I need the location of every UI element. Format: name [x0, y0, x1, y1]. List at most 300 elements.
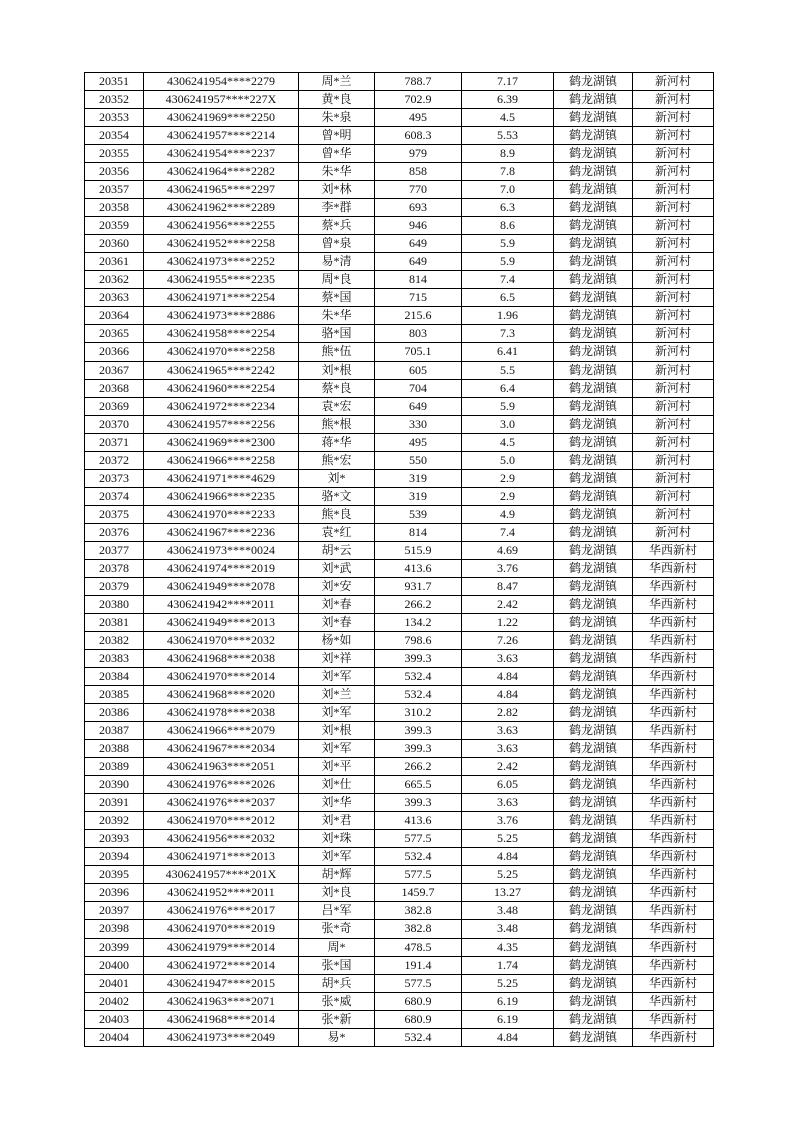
table-body [85, 73, 714, 1047]
cell-no: 20363 [85, 289, 144, 307]
cell-amount: 803 [375, 325, 462, 343]
cell-name: 刘*根 [299, 722, 375, 740]
table-row [85, 1010, 714, 1028]
cell-area: 3.63 [462, 722, 554, 740]
cell-area: 2.82 [462, 704, 554, 722]
cell-area: 4.69 [462, 541, 554, 559]
cell-area: 2.42 [462, 758, 554, 776]
cell-amount: 310.2 [375, 704, 462, 722]
table-row [85, 848, 714, 866]
cell-village: 新河村 [633, 145, 714, 163]
cell-name: 张*威 [299, 992, 375, 1010]
cell-area: 4.35 [462, 938, 554, 956]
cell-amount: 814 [375, 271, 462, 289]
cell-no: 20383 [85, 650, 144, 668]
cell-name: 张*奇 [299, 920, 375, 938]
table-row [85, 415, 714, 433]
cell-id: 4306241970****2233 [144, 505, 299, 523]
cell-id: 4306241973****2886 [144, 307, 299, 325]
cell-town: 鹤龙湖镇 [554, 974, 633, 992]
table-row [85, 199, 714, 217]
cell-no: 20404 [85, 1028, 144, 1046]
cell-area: 7.4 [462, 523, 554, 541]
cell-no: 20385 [85, 686, 144, 704]
table-row [85, 812, 714, 830]
cell-area: 6.05 [462, 776, 554, 794]
cell-no: 20371 [85, 433, 144, 451]
cell-town: 鹤龙湖镇 [554, 361, 633, 379]
cell-town: 鹤龙湖镇 [554, 992, 633, 1010]
data-table [84, 72, 714, 1047]
cell-name: 李*群 [299, 199, 375, 217]
cell-amount: 770 [375, 181, 462, 199]
cell-area: 5.25 [462, 974, 554, 992]
cell-village: 新河村 [633, 523, 714, 541]
cell-village: 华西新村 [633, 830, 714, 848]
cell-name: 黄*良 [299, 91, 375, 109]
cell-village: 华西新村 [633, 920, 714, 938]
cell-town: 鹤龙湖镇 [554, 650, 633, 668]
cell-area: 3.48 [462, 902, 554, 920]
cell-area: 6.39 [462, 91, 554, 109]
cell-town: 鹤龙湖镇 [554, 397, 633, 415]
table-row [85, 577, 714, 595]
cell-name: 胡*辉 [299, 866, 375, 884]
cell-name: 刘*良 [299, 884, 375, 902]
cell-id: 4306241966****2079 [144, 722, 299, 740]
cell-area: 3.0 [462, 415, 554, 433]
cell-area: 4.5 [462, 433, 554, 451]
cell-name: 刘* [299, 469, 375, 487]
cell-name: 朱*泉 [299, 109, 375, 127]
cell-id: 4306241963****2051 [144, 758, 299, 776]
cell-amount: 399.3 [375, 740, 462, 758]
cell-no: 20364 [85, 307, 144, 325]
cell-no: 20380 [85, 595, 144, 613]
cell-name: 刘*林 [299, 181, 375, 199]
cell-name: 朱*华 [299, 307, 375, 325]
cell-village: 新河村 [633, 487, 714, 505]
cell-town: 鹤龙湖镇 [554, 235, 633, 253]
cell-village: 华西新村 [633, 812, 714, 830]
cell-town: 鹤龙湖镇 [554, 523, 633, 541]
cell-name: 易* [299, 1028, 375, 1046]
cell-amount: 382.8 [375, 902, 462, 920]
cell-village: 新河村 [633, 91, 714, 109]
cell-amount: 382.8 [375, 920, 462, 938]
cell-name: 易*清 [299, 253, 375, 271]
table-row [85, 740, 714, 758]
cell-name: 袁*红 [299, 523, 375, 541]
cell-no: 20366 [85, 343, 144, 361]
cell-id: 4306241973****2252 [144, 253, 299, 271]
cell-no: 20365 [85, 325, 144, 343]
cell-no: 20391 [85, 794, 144, 812]
cell-town: 鹤龙湖镇 [554, 325, 633, 343]
cell-name: 蒋*华 [299, 433, 375, 451]
cell-id: 4306241970****2012 [144, 812, 299, 830]
cell-town: 鹤龙湖镇 [554, 199, 633, 217]
cell-village: 华西新村 [633, 974, 714, 992]
cell-amount: 399.3 [375, 794, 462, 812]
cell-area: 5.0 [462, 451, 554, 469]
cell-no: 20402 [85, 992, 144, 1010]
table-row [85, 1028, 714, 1046]
cell-no: 20354 [85, 127, 144, 145]
cell-no: 20351 [85, 73, 144, 91]
cell-village: 华西新村 [633, 722, 714, 740]
table-row [85, 776, 714, 794]
cell-village: 新河村 [633, 253, 714, 271]
table-row [85, 920, 714, 938]
cell-id: 4306241965****2242 [144, 361, 299, 379]
cell-no: 20400 [85, 956, 144, 974]
cell-area: 7.3 [462, 325, 554, 343]
cell-town: 鹤龙湖镇 [554, 686, 633, 704]
cell-area: 2.9 [462, 487, 554, 505]
cell-no: 20388 [85, 740, 144, 758]
cell-village: 华西新村 [633, 650, 714, 668]
cell-no: 20384 [85, 668, 144, 686]
cell-id: 4306241968****2038 [144, 650, 299, 668]
cell-no: 20375 [85, 505, 144, 523]
cell-area: 1.96 [462, 307, 554, 325]
cell-area: 6.19 [462, 1010, 554, 1028]
cell-village: 华西新村 [633, 794, 714, 812]
cell-id: 4306241967****2034 [144, 740, 299, 758]
cell-area: 5.9 [462, 397, 554, 415]
cell-id: 4306241970****2032 [144, 631, 299, 649]
table-row [85, 559, 714, 577]
table-row [85, 650, 714, 668]
cell-village: 华西新村 [633, 902, 714, 920]
cell-name: 杨*如 [299, 631, 375, 649]
cell-area: 6.3 [462, 199, 554, 217]
cell-id: 4306241942****2011 [144, 595, 299, 613]
table-row [85, 505, 714, 523]
cell-no: 20399 [85, 938, 144, 956]
cell-village: 新河村 [633, 433, 714, 451]
cell-no: 20356 [85, 163, 144, 181]
cell-village: 新河村 [633, 469, 714, 487]
table-row [85, 722, 714, 740]
cell-area: 4.5 [462, 109, 554, 127]
cell-amount: 680.9 [375, 1010, 462, 1028]
cell-town: 鹤龙湖镇 [554, 253, 633, 271]
cell-town: 鹤龙湖镇 [554, 163, 633, 181]
cell-id: 4306241947****2015 [144, 974, 299, 992]
cell-id: 4306241968****2020 [144, 686, 299, 704]
cell-id: 4306241960****2254 [144, 379, 299, 397]
cell-id: 4306241964****2282 [144, 163, 299, 181]
cell-village: 新河村 [633, 307, 714, 325]
cell-amount: 1459.7 [375, 884, 462, 902]
cell-town: 鹤龙湖镇 [554, 1010, 633, 1028]
cell-area: 6.4 [462, 379, 554, 397]
cell-town: 鹤龙湖镇 [554, 181, 633, 199]
cell-no: 20355 [85, 145, 144, 163]
cell-town: 鹤龙湖镇 [554, 812, 633, 830]
cell-id: 4306241978****2038 [144, 704, 299, 722]
cell-amount: 134.2 [375, 613, 462, 631]
cell-no: 20376 [85, 523, 144, 541]
cell-town: 鹤龙湖镇 [554, 902, 633, 920]
table-row [85, 325, 714, 343]
cell-no: 20389 [85, 758, 144, 776]
cell-town: 鹤龙湖镇 [554, 668, 633, 686]
cell-no: 20393 [85, 830, 144, 848]
cell-village: 新河村 [633, 217, 714, 235]
table-row [85, 866, 714, 884]
cell-amount: 946 [375, 217, 462, 235]
cell-amount: 649 [375, 235, 462, 253]
cell-area: 4.84 [462, 668, 554, 686]
cell-area: 5.53 [462, 127, 554, 145]
cell-no: 20403 [85, 1010, 144, 1028]
cell-village: 华西新村 [633, 577, 714, 595]
table-row [85, 379, 714, 397]
cell-id: 4306241974****2019 [144, 559, 299, 577]
cell-id: 4306241969****2300 [144, 433, 299, 451]
cell-area: 6.19 [462, 992, 554, 1010]
cell-town: 鹤龙湖镇 [554, 631, 633, 649]
cell-name: 朱*华 [299, 163, 375, 181]
cell-village: 华西新村 [633, 541, 714, 559]
cell-area: 1.22 [462, 613, 554, 631]
cell-village: 新河村 [633, 271, 714, 289]
cell-name: 吕*军 [299, 902, 375, 920]
cell-area: 1.74 [462, 956, 554, 974]
cell-id: 4306241970****2014 [144, 668, 299, 686]
cell-amount: 413.6 [375, 812, 462, 830]
cell-name: 周*良 [299, 271, 375, 289]
table-row [85, 433, 714, 451]
table-row [85, 217, 714, 235]
cell-area: 4.9 [462, 505, 554, 523]
cell-area: 5.25 [462, 866, 554, 884]
cell-amount: 705.1 [375, 343, 462, 361]
cell-town: 鹤龙湖镇 [554, 217, 633, 235]
cell-id: 4306241971****2254 [144, 289, 299, 307]
cell-name: 胡*云 [299, 541, 375, 559]
cell-village: 新河村 [633, 325, 714, 343]
cell-no: 20397 [85, 902, 144, 920]
cell-id: 4306241955****2235 [144, 271, 299, 289]
cell-id: 4306241979****2014 [144, 938, 299, 956]
cell-amount: 539 [375, 505, 462, 523]
cell-village: 新河村 [633, 379, 714, 397]
cell-no: 20360 [85, 235, 144, 253]
cell-town: 鹤龙湖镇 [554, 487, 633, 505]
cell-no: 20401 [85, 974, 144, 992]
cell-name: 刘*平 [299, 758, 375, 776]
cell-area: 3.76 [462, 559, 554, 577]
cell-village: 新河村 [633, 505, 714, 523]
cell-id: 4306241976****2037 [144, 794, 299, 812]
cell-town: 鹤龙湖镇 [554, 938, 633, 956]
cell-no: 20378 [85, 559, 144, 577]
cell-village: 新河村 [633, 289, 714, 307]
cell-area: 5.9 [462, 235, 554, 253]
cell-name: 刘*兰 [299, 686, 375, 704]
cell-name: 刘*祥 [299, 650, 375, 668]
cell-village: 华西新村 [633, 559, 714, 577]
cell-name: 张*国 [299, 956, 375, 974]
cell-name: 刘*军 [299, 740, 375, 758]
cell-town: 鹤龙湖镇 [554, 956, 633, 974]
cell-village: 新河村 [633, 415, 714, 433]
cell-town: 鹤龙湖镇 [554, 505, 633, 523]
cell-area: 7.8 [462, 163, 554, 181]
cell-amount: 266.2 [375, 758, 462, 776]
cell-amount: 330 [375, 415, 462, 433]
cell-village: 华西新村 [633, 866, 714, 884]
cell-village: 新河村 [633, 199, 714, 217]
cell-no: 20353 [85, 109, 144, 127]
table-row [85, 451, 714, 469]
table-row [85, 631, 714, 649]
cell-id: 4306241972****2014 [144, 956, 299, 974]
table-row [85, 109, 714, 127]
cell-town: 鹤龙湖镇 [554, 271, 633, 289]
cell-area: 6.41 [462, 343, 554, 361]
cell-name: 熊*宏 [299, 451, 375, 469]
table-row [85, 163, 714, 181]
table-row [85, 289, 714, 307]
cell-village: 华西新村 [633, 704, 714, 722]
cell-name: 刘*军 [299, 848, 375, 866]
cell-area: 8.47 [462, 577, 554, 595]
cell-town: 鹤龙湖镇 [554, 722, 633, 740]
cell-no: 20386 [85, 704, 144, 722]
cell-town: 鹤龙湖镇 [554, 1028, 633, 1046]
cell-name: 曾*泉 [299, 235, 375, 253]
cell-area: 3.63 [462, 794, 554, 812]
cell-amount: 693 [375, 199, 462, 217]
cell-name: 胡*兵 [299, 974, 375, 992]
cell-area: 8.6 [462, 217, 554, 235]
cell-amount: 413.6 [375, 559, 462, 577]
cell-id: 4306241956****2255 [144, 217, 299, 235]
cell-name: 刘*春 [299, 595, 375, 613]
table-row [85, 974, 714, 992]
cell-amount: 605 [375, 361, 462, 379]
cell-no: 20387 [85, 722, 144, 740]
cell-amount: 931.7 [375, 577, 462, 595]
cell-id: 4306241957****201X [144, 866, 299, 884]
cell-village: 华西新村 [633, 686, 714, 704]
cell-amount: 399.3 [375, 650, 462, 668]
cell-amount: 215.6 [375, 307, 462, 325]
cell-no: 20370 [85, 415, 144, 433]
cell-amount: 788.7 [375, 73, 462, 91]
cell-town: 鹤龙湖镇 [554, 289, 633, 307]
cell-no: 20395 [85, 866, 144, 884]
cell-name: 刘*春 [299, 613, 375, 631]
cell-town: 鹤龙湖镇 [554, 73, 633, 91]
table-row [85, 668, 714, 686]
cell-name: 刘*武 [299, 559, 375, 577]
cell-village: 华西新村 [633, 740, 714, 758]
cell-amount: 191.4 [375, 956, 462, 974]
cell-town: 鹤龙湖镇 [554, 866, 633, 884]
cell-town: 鹤龙湖镇 [554, 776, 633, 794]
cell-no: 20367 [85, 361, 144, 379]
cell-amount: 319 [375, 469, 462, 487]
cell-id: 4306241967****2236 [144, 523, 299, 541]
cell-no: 20381 [85, 613, 144, 631]
cell-amount: 704 [375, 379, 462, 397]
cell-town: 鹤龙湖镇 [554, 127, 633, 145]
cell-amount: 649 [375, 397, 462, 415]
cell-name: 曾*明 [299, 127, 375, 145]
cell-name: 蔡*良 [299, 379, 375, 397]
cell-no: 20398 [85, 920, 144, 938]
cell-id: 4306241969****2250 [144, 109, 299, 127]
table-row [85, 884, 714, 902]
table-row [85, 307, 714, 325]
cell-amount: 532.4 [375, 686, 462, 704]
cell-town: 鹤龙湖镇 [554, 433, 633, 451]
cell-town: 鹤龙湖镇 [554, 469, 633, 487]
table-row [85, 686, 714, 704]
cell-town: 鹤龙湖镇 [554, 740, 633, 758]
table-row [85, 830, 714, 848]
cell-id: 4306241966****2235 [144, 487, 299, 505]
cell-name: 曾*华 [299, 145, 375, 163]
cell-area: 4.84 [462, 686, 554, 704]
cell-village: 华西新村 [633, 595, 714, 613]
cell-area: 7.4 [462, 271, 554, 289]
cell-village: 新河村 [633, 361, 714, 379]
cell-amount: 319 [375, 487, 462, 505]
cell-no: 20358 [85, 199, 144, 217]
cell-town: 鹤龙湖镇 [554, 884, 633, 902]
cell-village: 新河村 [633, 235, 714, 253]
cell-amount: 478.5 [375, 938, 462, 956]
cell-no: 20373 [85, 469, 144, 487]
cell-amount: 495 [375, 109, 462, 127]
table-row [85, 938, 714, 956]
cell-amount: 814 [375, 523, 462, 541]
cell-id: 4306241970****2019 [144, 920, 299, 938]
cell-town: 鹤龙湖镇 [554, 577, 633, 595]
cell-id: 4306241949****2078 [144, 577, 299, 595]
cell-area: 7.0 [462, 181, 554, 199]
cell-id: 4306241965****2297 [144, 181, 299, 199]
cell-amount: 550 [375, 451, 462, 469]
cell-village: 新河村 [633, 109, 714, 127]
cell-town: 鹤龙湖镇 [554, 595, 633, 613]
cell-name: 蔡*兵 [299, 217, 375, 235]
cell-name: 骆*国 [299, 325, 375, 343]
cell-town: 鹤龙湖镇 [554, 758, 633, 776]
cell-name: 熊*伍 [299, 343, 375, 361]
cell-village: 新河村 [633, 73, 714, 91]
cell-no: 20382 [85, 631, 144, 649]
cell-no: 20372 [85, 451, 144, 469]
cell-area: 3.63 [462, 650, 554, 668]
table-row [85, 902, 714, 920]
table-row [85, 181, 714, 199]
cell-area: 6.5 [462, 289, 554, 307]
cell-name: 刘*君 [299, 812, 375, 830]
cell-area: 7.17 [462, 73, 554, 91]
cell-id: 4306241968****2014 [144, 1010, 299, 1028]
cell-town: 鹤龙湖镇 [554, 541, 633, 559]
cell-area: 5.5 [462, 361, 554, 379]
cell-id: 4306241952****2258 [144, 235, 299, 253]
